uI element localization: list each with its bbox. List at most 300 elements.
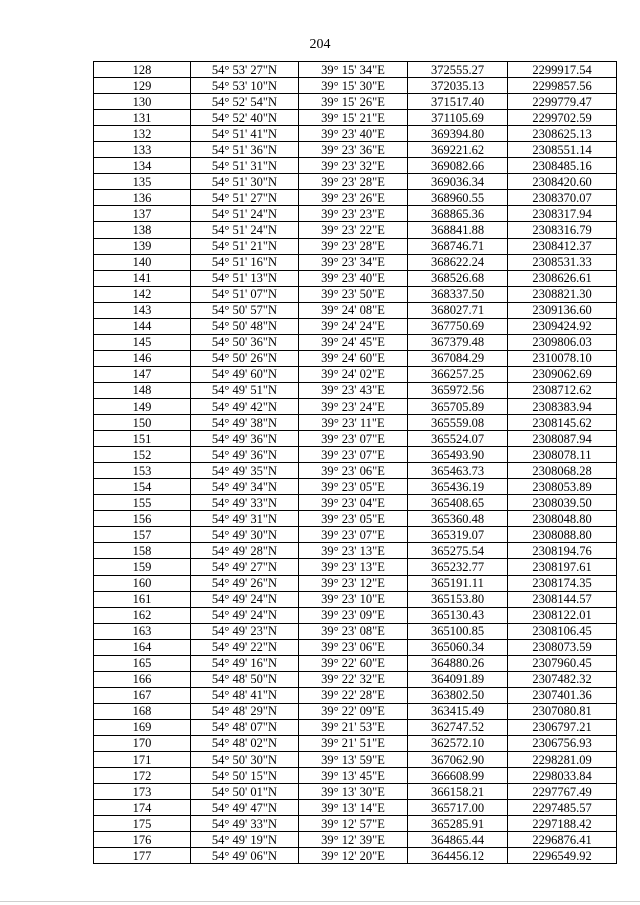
coordinates-table-body bbox=[94, 62, 617, 864]
y-coordinate-cell: 2308821.30 bbox=[508, 286, 617, 302]
y-coordinate-cell: 2308197.61 bbox=[508, 559, 617, 575]
point-number-cell: 149 bbox=[94, 398, 191, 414]
y-coordinate-cell: 2308316.79 bbox=[508, 222, 617, 238]
x-coordinate-cell: 371517.40 bbox=[408, 94, 508, 110]
longitude-cell: 39° 13' 59"E bbox=[299, 752, 408, 768]
latitude-cell: 54° 48' 41"N bbox=[191, 687, 299, 703]
longitude-cell: 39° 21' 51"E bbox=[299, 735, 408, 751]
x-coordinate-cell: 365130.43 bbox=[408, 607, 508, 623]
point-number-cell: 136 bbox=[94, 190, 191, 206]
latitude-cell: 54° 48' 29"N bbox=[191, 703, 299, 719]
longitude-cell: 39° 23' 04"E bbox=[299, 495, 408, 511]
table-row bbox=[94, 415, 617, 431]
latitude-cell: 54° 49' 23"N bbox=[191, 623, 299, 639]
latitude-cell: 54° 51' 36"N bbox=[191, 142, 299, 158]
table-row bbox=[94, 479, 617, 495]
latitude-cell: 54° 49' 22"N bbox=[191, 639, 299, 655]
point-number-cell: 164 bbox=[94, 639, 191, 655]
x-coordinate-cell: 365717.00 bbox=[408, 800, 508, 816]
longitude-cell: 39° 23' 07"E bbox=[299, 431, 408, 447]
longitude-cell: 39° 23' 34"E bbox=[299, 254, 408, 270]
y-coordinate-cell: 2297188.42 bbox=[508, 816, 617, 832]
latitude-cell: 54° 50' 26"N bbox=[191, 350, 299, 366]
latitude-cell: 54° 50' 15"N bbox=[191, 768, 299, 784]
latitude-cell: 54° 48' 02"N bbox=[191, 735, 299, 751]
point-number-cell: 170 bbox=[94, 735, 191, 751]
latitude-cell: 54° 49' 36"N bbox=[191, 447, 299, 463]
table-row bbox=[94, 463, 617, 479]
x-coordinate-cell: 368865.36 bbox=[408, 206, 508, 222]
y-coordinate-cell: 2299702.59 bbox=[508, 110, 617, 126]
longitude-cell: 39° 13' 45"E bbox=[299, 768, 408, 784]
y-coordinate-cell: 2308370.07 bbox=[508, 190, 617, 206]
longitude-cell: 39° 23' 05"E bbox=[299, 511, 408, 527]
table-row bbox=[94, 286, 617, 302]
table-row bbox=[94, 350, 617, 366]
table-row bbox=[94, 800, 617, 816]
longitude-cell: 39° 23' 05"E bbox=[299, 479, 408, 495]
point-number-cell: 142 bbox=[94, 286, 191, 302]
table-row bbox=[94, 206, 617, 222]
longitude-cell: 39° 23' 06"E bbox=[299, 639, 408, 655]
point-number-cell: 172 bbox=[94, 768, 191, 784]
table-row bbox=[94, 639, 617, 655]
table-row bbox=[94, 62, 617, 78]
x-coordinate-cell: 365463.73 bbox=[408, 463, 508, 479]
latitude-cell: 54° 49' 26"N bbox=[191, 575, 299, 591]
point-number-cell: 128 bbox=[94, 62, 191, 78]
table-row bbox=[94, 398, 617, 414]
y-coordinate-cell: 2308144.57 bbox=[508, 591, 617, 607]
latitude-cell: 54° 51' 30"N bbox=[191, 174, 299, 190]
y-coordinate-cell: 2308412.37 bbox=[508, 238, 617, 254]
x-coordinate-cell: 367062.90 bbox=[408, 752, 508, 768]
x-coordinate-cell: 364865.44 bbox=[408, 832, 508, 848]
longitude-cell: 39° 23' 07"E bbox=[299, 527, 408, 543]
point-number-cell: 135 bbox=[94, 174, 191, 190]
latitude-cell: 54° 49' 42"N bbox=[191, 398, 299, 414]
y-coordinate-cell: 2308626.61 bbox=[508, 270, 617, 286]
table-row bbox=[94, 719, 617, 735]
longitude-cell: 39° 22' 09"E bbox=[299, 703, 408, 719]
latitude-cell: 54° 49' 31"N bbox=[191, 511, 299, 527]
latitude-cell: 54° 49' 24"N bbox=[191, 591, 299, 607]
longitude-cell: 39° 13' 14"E bbox=[299, 800, 408, 816]
table-row bbox=[94, 158, 617, 174]
x-coordinate-cell: 364456.12 bbox=[408, 848, 508, 864]
point-number-cell: 130 bbox=[94, 94, 191, 110]
longitude-cell: 39° 24' 08"E bbox=[299, 302, 408, 318]
latitude-cell: 54° 51' 13"N bbox=[191, 270, 299, 286]
y-coordinate-cell: 2299779.47 bbox=[508, 94, 617, 110]
longitude-cell: 39° 15' 30"E bbox=[299, 78, 408, 94]
latitude-cell: 54° 49' 19"N bbox=[191, 832, 299, 848]
table-row bbox=[94, 832, 617, 848]
latitude-cell: 54° 51' 31"N bbox=[191, 158, 299, 174]
point-number-cell: 161 bbox=[94, 591, 191, 607]
longitude-cell: 39° 23' 40"E bbox=[299, 126, 408, 142]
longitude-cell: 39° 23' 07"E bbox=[299, 447, 408, 463]
x-coordinate-cell: 365436.19 bbox=[408, 479, 508, 495]
point-number-cell: 165 bbox=[94, 655, 191, 671]
x-coordinate-cell: 368960.55 bbox=[408, 190, 508, 206]
point-number-cell: 148 bbox=[94, 382, 191, 398]
latitude-cell: 54° 49' 27"N bbox=[191, 559, 299, 575]
y-coordinate-cell: 2308531.33 bbox=[508, 254, 617, 270]
x-coordinate-cell: 365275.54 bbox=[408, 543, 508, 559]
table-row bbox=[94, 752, 617, 768]
table-row bbox=[94, 431, 617, 447]
point-number-cell: 174 bbox=[94, 800, 191, 816]
y-coordinate-cell: 2308420.60 bbox=[508, 174, 617, 190]
table-row bbox=[94, 254, 617, 270]
x-coordinate-cell: 367379.48 bbox=[408, 334, 508, 350]
y-coordinate-cell: 2308383.94 bbox=[508, 398, 617, 414]
latitude-cell: 54° 53' 27"N bbox=[191, 62, 299, 78]
longitude-cell: 39° 23' 36"E bbox=[299, 142, 408, 158]
latitude-cell: 54° 49' 36"N bbox=[191, 431, 299, 447]
point-number-cell: 177 bbox=[94, 848, 191, 864]
point-number-cell: 146 bbox=[94, 350, 191, 366]
point-number-cell: 143 bbox=[94, 302, 191, 318]
longitude-cell: 39° 23' 22"E bbox=[299, 222, 408, 238]
point-number-cell: 133 bbox=[94, 142, 191, 158]
point-number-cell: 163 bbox=[94, 623, 191, 639]
table-row bbox=[94, 671, 617, 687]
latitude-cell: 54° 51' 41"N bbox=[191, 126, 299, 142]
table-row bbox=[94, 735, 617, 751]
longitude-cell: 39° 12' 57"E bbox=[299, 816, 408, 832]
x-coordinate-cell: 365972.56 bbox=[408, 382, 508, 398]
x-coordinate-cell: 366158.21 bbox=[408, 784, 508, 800]
x-coordinate-cell: 369221.62 bbox=[408, 142, 508, 158]
y-coordinate-cell: 2308048.80 bbox=[508, 511, 617, 527]
latitude-cell: 54° 49' 33"N bbox=[191, 816, 299, 832]
x-coordinate-cell: 365100.85 bbox=[408, 623, 508, 639]
table-row bbox=[94, 94, 617, 110]
latitude-cell: 54° 49' 38"N bbox=[191, 415, 299, 431]
y-coordinate-cell: 2307401.36 bbox=[508, 687, 617, 703]
point-number-cell: 155 bbox=[94, 495, 191, 511]
point-number-cell: 129 bbox=[94, 78, 191, 94]
latitude-cell: 54° 48' 07"N bbox=[191, 719, 299, 735]
x-coordinate-cell: 372035.13 bbox=[408, 78, 508, 94]
point-number-cell: 147 bbox=[94, 366, 191, 382]
latitude-cell: 54° 49' 16"N bbox=[191, 655, 299, 671]
y-coordinate-cell: 2308087.94 bbox=[508, 431, 617, 447]
latitude-cell: 54° 49' 28"N bbox=[191, 543, 299, 559]
latitude-cell: 54° 49' 60"N bbox=[191, 366, 299, 382]
x-coordinate-cell: 362747.52 bbox=[408, 719, 508, 735]
table-row bbox=[94, 495, 617, 511]
latitude-cell: 54° 50' 30"N bbox=[191, 752, 299, 768]
y-coordinate-cell: 2308078.11 bbox=[508, 447, 617, 463]
y-coordinate-cell: 2308073.59 bbox=[508, 639, 617, 655]
longitude-cell: 39° 15' 21"E bbox=[299, 110, 408, 126]
x-coordinate-cell: 365360.48 bbox=[408, 511, 508, 527]
x-coordinate-cell: 372555.27 bbox=[408, 62, 508, 78]
x-coordinate-cell: 368526.68 bbox=[408, 270, 508, 286]
y-coordinate-cell: 2309806.03 bbox=[508, 334, 617, 350]
point-number-cell: 156 bbox=[94, 511, 191, 527]
longitude-cell: 39° 22' 32"E bbox=[299, 671, 408, 687]
point-number-cell: 159 bbox=[94, 559, 191, 575]
y-coordinate-cell: 2308625.13 bbox=[508, 126, 617, 142]
table-row bbox=[94, 687, 617, 703]
latitude-cell: 54° 51' 24"N bbox=[191, 206, 299, 222]
longitude-cell: 39° 23' 40"E bbox=[299, 270, 408, 286]
x-coordinate-cell: 367750.69 bbox=[408, 318, 508, 334]
point-number-cell: 160 bbox=[94, 575, 191, 591]
longitude-cell: 39° 21' 53"E bbox=[299, 719, 408, 735]
point-number-cell: 173 bbox=[94, 784, 191, 800]
x-coordinate-cell: 365319.07 bbox=[408, 527, 508, 543]
latitude-cell: 54° 48' 50"N bbox=[191, 671, 299, 687]
longitude-cell: 39° 23' 26"E bbox=[299, 190, 408, 206]
x-coordinate-cell: 365524.07 bbox=[408, 431, 508, 447]
x-coordinate-cell: 365232.77 bbox=[408, 559, 508, 575]
longitude-cell: 39° 23' 08"E bbox=[299, 623, 408, 639]
y-coordinate-cell: 2308068.28 bbox=[508, 463, 617, 479]
x-coordinate-cell: 368337.50 bbox=[408, 286, 508, 302]
x-coordinate-cell: 363415.49 bbox=[408, 703, 508, 719]
y-coordinate-cell: 2308174.35 bbox=[508, 575, 617, 591]
y-coordinate-cell: 2308088.80 bbox=[508, 527, 617, 543]
longitude-cell: 39° 23' 13"E bbox=[299, 543, 408, 559]
table-row bbox=[94, 190, 617, 206]
x-coordinate-cell: 368746.71 bbox=[408, 238, 508, 254]
table-row bbox=[94, 142, 617, 158]
latitude-cell: 54° 49' 34"N bbox=[191, 479, 299, 495]
y-coordinate-cell: 2309136.60 bbox=[508, 302, 617, 318]
y-coordinate-cell: 2307080.81 bbox=[508, 703, 617, 719]
x-coordinate-cell: 369082.66 bbox=[408, 158, 508, 174]
table-row bbox=[94, 607, 617, 623]
point-number-cell: 176 bbox=[94, 832, 191, 848]
latitude-cell: 54° 53' 10"N bbox=[191, 78, 299, 94]
longitude-cell: 39° 24' 45"E bbox=[299, 334, 408, 350]
latitude-cell: 54° 49' 30"N bbox=[191, 527, 299, 543]
latitude-cell: 54° 52' 40"N bbox=[191, 110, 299, 126]
x-coordinate-cell: 365408.65 bbox=[408, 495, 508, 511]
y-coordinate-cell: 2308551.14 bbox=[508, 142, 617, 158]
table-row bbox=[94, 511, 617, 527]
x-coordinate-cell: 365060.34 bbox=[408, 639, 508, 655]
table-row bbox=[94, 222, 617, 238]
longitude-cell: 39° 23' 09"E bbox=[299, 607, 408, 623]
longitude-cell: 39° 23' 28"E bbox=[299, 238, 408, 254]
longitude-cell: 39° 23' 43"E bbox=[299, 382, 408, 398]
x-coordinate-cell: 365559.08 bbox=[408, 415, 508, 431]
longitude-cell: 39° 22' 28"E bbox=[299, 687, 408, 703]
x-coordinate-cell: 365191.11 bbox=[408, 575, 508, 591]
table-row bbox=[94, 575, 617, 591]
longitude-cell: 39° 23' 50"E bbox=[299, 286, 408, 302]
table-row bbox=[94, 784, 617, 800]
y-coordinate-cell: 2308039.50 bbox=[508, 495, 617, 511]
table-row bbox=[94, 78, 617, 94]
y-coordinate-cell: 2309424.92 bbox=[508, 318, 617, 334]
longitude-cell: 39° 23' 13"E bbox=[299, 559, 408, 575]
latitude-cell: 54° 50' 01"N bbox=[191, 784, 299, 800]
point-number-cell: 153 bbox=[94, 463, 191, 479]
longitude-cell: 39° 12' 39"E bbox=[299, 832, 408, 848]
y-coordinate-cell: 2310078.10 bbox=[508, 350, 617, 366]
x-coordinate-cell: 366257.25 bbox=[408, 366, 508, 382]
y-coordinate-cell: 2308317.94 bbox=[508, 206, 617, 222]
longitude-cell: 39° 23' 11"E bbox=[299, 415, 408, 431]
point-number-cell: 137 bbox=[94, 206, 191, 222]
longitude-cell: 39° 22' 60"E bbox=[299, 655, 408, 671]
table-row bbox=[94, 366, 617, 382]
latitude-cell: 54° 50' 57"N bbox=[191, 302, 299, 318]
point-number-cell: 134 bbox=[94, 158, 191, 174]
latitude-cell: 54° 49' 51"N bbox=[191, 382, 299, 398]
y-coordinate-cell: 2306797.21 bbox=[508, 719, 617, 735]
latitude-cell: 54° 50' 48"N bbox=[191, 318, 299, 334]
longitude-cell: 39° 23' 12"E bbox=[299, 575, 408, 591]
table-row bbox=[94, 270, 617, 286]
y-coordinate-cell: 2306756.93 bbox=[508, 735, 617, 751]
table-row bbox=[94, 559, 617, 575]
x-coordinate-cell: 365705.89 bbox=[408, 398, 508, 414]
x-coordinate-cell: 365493.90 bbox=[408, 447, 508, 463]
y-coordinate-cell: 2296876.41 bbox=[508, 832, 617, 848]
x-coordinate-cell: 362572.10 bbox=[408, 735, 508, 751]
page-number: 204 bbox=[309, 37, 331, 52]
point-number-cell: 150 bbox=[94, 415, 191, 431]
point-number-cell: 151 bbox=[94, 431, 191, 447]
y-coordinate-cell: 2298033.84 bbox=[508, 768, 617, 784]
point-number-cell: 154 bbox=[94, 479, 191, 495]
x-coordinate-cell: 363802.50 bbox=[408, 687, 508, 703]
point-number-cell: 162 bbox=[94, 607, 191, 623]
y-coordinate-cell: 2298281.09 bbox=[508, 752, 617, 768]
longitude-cell: 39° 23' 23"E bbox=[299, 206, 408, 222]
table-row bbox=[94, 623, 617, 639]
y-coordinate-cell: 2297767.49 bbox=[508, 784, 617, 800]
table-row bbox=[94, 110, 617, 126]
x-coordinate-cell: 364091.89 bbox=[408, 671, 508, 687]
point-number-cell: 158 bbox=[94, 543, 191, 559]
latitude-cell: 54° 51' 24"N bbox=[191, 222, 299, 238]
table-row bbox=[94, 318, 617, 334]
longitude-cell: 39° 23' 10"E bbox=[299, 591, 408, 607]
latitude-cell: 54° 49' 47"N bbox=[191, 800, 299, 816]
y-coordinate-cell: 2308485.16 bbox=[508, 158, 617, 174]
x-coordinate-cell: 366608.99 bbox=[408, 768, 508, 784]
y-coordinate-cell: 2307482.32 bbox=[508, 671, 617, 687]
table-row bbox=[94, 768, 617, 784]
point-number-cell: 138 bbox=[94, 222, 191, 238]
y-coordinate-cell: 2307960.45 bbox=[508, 655, 617, 671]
point-number-cell: 175 bbox=[94, 816, 191, 832]
x-coordinate-cell: 365153.80 bbox=[408, 591, 508, 607]
latitude-cell: 54° 51' 21"N bbox=[191, 238, 299, 254]
x-coordinate-cell: 365285.91 bbox=[408, 816, 508, 832]
latitude-cell: 54° 51' 07"N bbox=[191, 286, 299, 302]
table-row bbox=[94, 238, 617, 254]
point-number-cell: 167 bbox=[94, 687, 191, 703]
table-row bbox=[94, 382, 617, 398]
point-number-cell: 166 bbox=[94, 671, 191, 687]
point-number-cell: 132 bbox=[94, 126, 191, 142]
point-number-cell: 145 bbox=[94, 334, 191, 350]
longitude-cell: 39° 24' 02"E bbox=[299, 366, 408, 382]
y-coordinate-cell: 2309062.69 bbox=[508, 366, 617, 382]
x-coordinate-cell: 369394.80 bbox=[408, 126, 508, 142]
longitude-cell: 39° 24' 24"E bbox=[299, 318, 408, 334]
longitude-cell: 39° 12' 20"E bbox=[299, 848, 408, 864]
latitude-cell: 54° 49' 24"N bbox=[191, 607, 299, 623]
table-row bbox=[94, 126, 617, 142]
x-coordinate-cell: 368622.24 bbox=[408, 254, 508, 270]
y-coordinate-cell: 2308122.01 bbox=[508, 607, 617, 623]
y-coordinate-cell: 2308145.62 bbox=[508, 415, 617, 431]
latitude-cell: 54° 51' 27"N bbox=[191, 190, 299, 206]
latitude-cell: 54° 50' 36"N bbox=[191, 334, 299, 350]
coordinates-table bbox=[93, 61, 617, 864]
x-coordinate-cell: 368841.88 bbox=[408, 222, 508, 238]
x-coordinate-cell: 369036.34 bbox=[408, 174, 508, 190]
table-row bbox=[94, 703, 617, 719]
longitude-cell: 39° 23' 28"E bbox=[299, 174, 408, 190]
y-coordinate-cell: 2299917.54 bbox=[508, 62, 617, 78]
point-number-cell: 144 bbox=[94, 318, 191, 334]
y-coordinate-cell: 2308194.76 bbox=[508, 543, 617, 559]
longitude-cell: 39° 15' 26"E bbox=[299, 94, 408, 110]
y-coordinate-cell: 2308053.89 bbox=[508, 479, 617, 495]
point-number-cell: 139 bbox=[94, 238, 191, 254]
page-bottom-edge bbox=[0, 901, 640, 902]
longitude-cell: 39° 15' 34"E bbox=[299, 62, 408, 78]
latitude-cell: 54° 51' 16"N bbox=[191, 254, 299, 270]
longitude-cell: 39° 24' 60"E bbox=[299, 350, 408, 366]
longitude-cell: 39° 23' 06"E bbox=[299, 463, 408, 479]
table-row bbox=[94, 527, 617, 543]
table-row bbox=[94, 655, 617, 671]
table-row bbox=[94, 816, 617, 832]
x-coordinate-cell: 371105.69 bbox=[408, 110, 508, 126]
y-coordinate-cell: 2299857.56 bbox=[508, 78, 617, 94]
y-coordinate-cell: 2296549.92 bbox=[508, 848, 617, 864]
longitude-cell: 39° 13' 30"E bbox=[299, 784, 408, 800]
latitude-cell: 54° 52' 54"N bbox=[191, 94, 299, 110]
point-number-cell: 168 bbox=[94, 703, 191, 719]
latitude-cell: 54° 49' 06"N bbox=[191, 848, 299, 864]
latitude-cell: 54° 49' 33"N bbox=[191, 495, 299, 511]
point-number-cell: 141 bbox=[94, 270, 191, 286]
y-coordinate-cell: 2297485.57 bbox=[508, 800, 617, 816]
point-number-cell: 152 bbox=[94, 447, 191, 463]
latitude-cell: 54° 49' 35"N bbox=[191, 463, 299, 479]
table-row bbox=[94, 848, 617, 864]
point-number-cell: 140 bbox=[94, 254, 191, 270]
longitude-cell: 39° 23' 32"E bbox=[299, 158, 408, 174]
table-row bbox=[94, 543, 617, 559]
table-row bbox=[94, 174, 617, 190]
x-coordinate-cell: 368027.71 bbox=[408, 302, 508, 318]
y-coordinate-cell: 2308106.45 bbox=[508, 623, 617, 639]
table-row bbox=[94, 591, 617, 607]
table-row bbox=[94, 447, 617, 463]
point-number-cell: 157 bbox=[94, 527, 191, 543]
longitude-cell: 39° 23' 24"E bbox=[299, 398, 408, 414]
y-coordinate-cell: 2308712.62 bbox=[508, 382, 617, 398]
point-number-cell: 171 bbox=[94, 752, 191, 768]
table-row bbox=[94, 334, 617, 350]
point-number-cell: 131 bbox=[94, 110, 191, 126]
